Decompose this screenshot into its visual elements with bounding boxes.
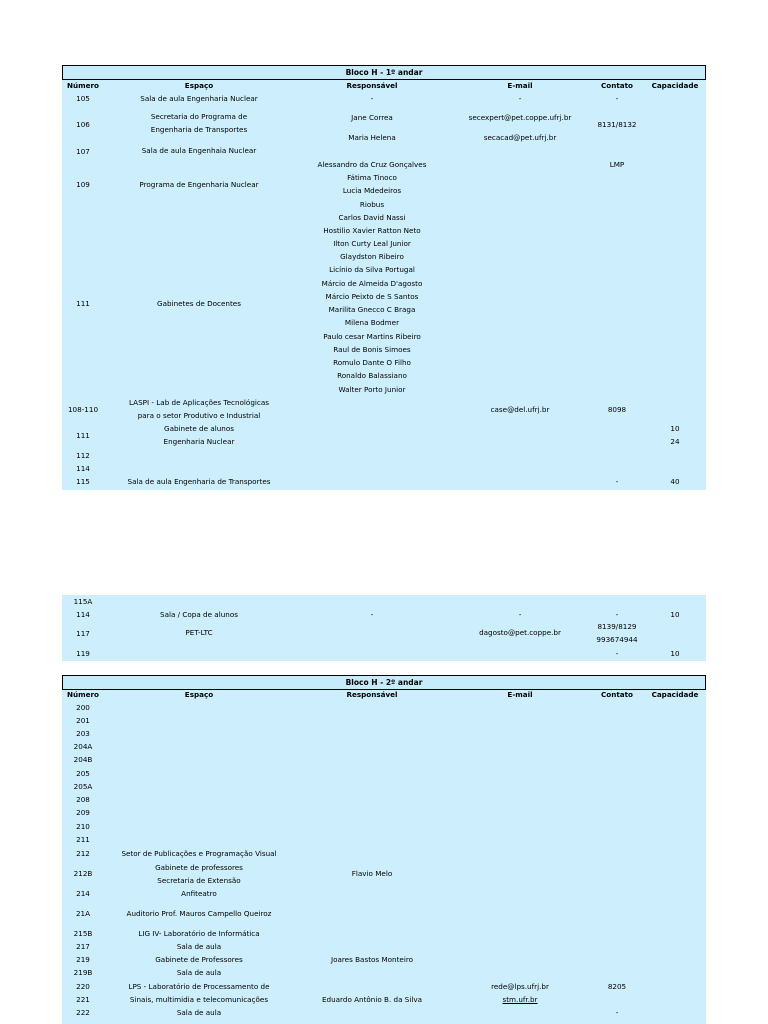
col-header-capacidade: Capacidade bbox=[651, 690, 699, 699]
room-number: 222 bbox=[76, 1008, 90, 1017]
block-1-title: Bloco H - 1º andar bbox=[62, 65, 706, 80]
room-contact: - bbox=[615, 649, 619, 658]
room-contact: LMP bbox=[609, 160, 625, 169]
col-header-capacidade: Capacidade bbox=[651, 81, 699, 90]
room-space: Gabinete de alunos bbox=[164, 424, 234, 433]
room-capacity: 10 bbox=[670, 610, 680, 619]
room-contact: 8098 bbox=[607, 405, 627, 414]
room-number: 203 bbox=[76, 729, 90, 738]
room-space: Sala de aula bbox=[176, 942, 222, 951]
room-email: case@del.ufrj.br bbox=[490, 405, 550, 414]
room-responsible: Paulo cesar Martins Ribeiro bbox=[323, 332, 421, 341]
room-email: secexpert@pet.coppe.ufrj.br bbox=[468, 113, 572, 122]
room-capacity: 24 bbox=[670, 437, 680, 446]
room-responsible: Glaydston Ribeiro bbox=[340, 252, 404, 261]
room-number: 119 bbox=[76, 649, 90, 658]
room-space: Secretaria de Extensão bbox=[157, 876, 241, 885]
room-number: 215B bbox=[73, 929, 93, 938]
block-2-title: Bloco H - 2º andar bbox=[62, 675, 706, 690]
room-responsible: Walter Porto Junior bbox=[338, 385, 406, 394]
room-number: 211 bbox=[76, 835, 90, 844]
col-header-responsavel: Responsável bbox=[346, 81, 398, 90]
room-contact: 8131/8132 bbox=[597, 120, 637, 129]
room-responsible: Márcio de Almeida D'agosto bbox=[321, 279, 423, 288]
room-number: 106 bbox=[76, 120, 90, 129]
room-number: 219B bbox=[73, 968, 93, 977]
table-block-1-continued bbox=[62, 595, 706, 661]
room-number: 112 bbox=[76, 451, 90, 460]
room-responsible: Milena Bodmer bbox=[344, 318, 400, 327]
room-responsible: Jane Correa bbox=[351, 113, 393, 122]
room-contact: - bbox=[615, 477, 619, 486]
room-email: secacad@pet.ufrj.br bbox=[483, 133, 557, 142]
room-space: para o setor Produtivo e Industrial bbox=[137, 411, 261, 420]
room-email: dagosto@pet.coppe.br bbox=[479, 628, 561, 637]
room-space: Sala de aula Engenhaia Nuclear bbox=[141, 146, 257, 155]
room-number: 204B bbox=[73, 755, 93, 764]
table-block-2 bbox=[62, 675, 706, 1024]
room-space: Setor de Publicações e Programação Visual bbox=[121, 849, 277, 858]
room-responsible: - bbox=[370, 94, 374, 103]
room-space: Auditorio Prof. Mauros Campello Queiroz bbox=[126, 909, 272, 918]
room-number: 109 bbox=[76, 180, 90, 189]
room-responsible: Eduardo Antônio B. da Silva bbox=[321, 995, 423, 1004]
room-number: 208 bbox=[76, 795, 90, 804]
room-capacity: 10 bbox=[670, 649, 680, 658]
room-space: LIG IV- Laboratório de Informática bbox=[138, 929, 260, 938]
room-responsible: Raul de Bonis Simoes bbox=[333, 345, 411, 354]
table-block-1 bbox=[62, 65, 706, 490]
room-contact: - bbox=[615, 94, 619, 103]
room-number: 221 bbox=[76, 995, 90, 1004]
room-space: PET-LTC bbox=[185, 628, 213, 637]
room-responsible: Hostilio Xavier Ratton Neto bbox=[323, 226, 421, 235]
room-number: 220 bbox=[76, 982, 90, 991]
room-space: Gabinete de professores bbox=[155, 863, 243, 872]
room-responsible: Joares Bastos Monteiro bbox=[330, 955, 414, 964]
room-space: Secretaria do Programa de bbox=[150, 112, 248, 121]
room-responsible: Ronaldo Balassiano bbox=[337, 371, 407, 380]
room-capacity: 10 bbox=[670, 424, 680, 433]
room-responsible: Maria Helena bbox=[348, 133, 396, 142]
email-link[interactable]: stm.ufr.br bbox=[502, 995, 538, 1004]
room-number: 205 bbox=[76, 769, 90, 778]
room-responsible: Ilton Curty Leal Junior bbox=[333, 239, 411, 248]
room-email: - bbox=[518, 94, 522, 103]
col-header-email: E-mail bbox=[507, 690, 533, 699]
room-number: 204A bbox=[73, 742, 93, 751]
room-responsible: Carlos David Nassi bbox=[338, 213, 406, 222]
room-space: Anfiteatro bbox=[181, 889, 217, 898]
room-responsible: - bbox=[370, 610, 374, 619]
room-number: 107 bbox=[76, 147, 90, 156]
room-contact: 8139/8129 bbox=[597, 622, 637, 631]
col-header-espaco: Espaço bbox=[184, 690, 214, 699]
room-number: 212B bbox=[73, 869, 93, 878]
room-number: 105 bbox=[76, 94, 90, 103]
room-number: 217 bbox=[76, 942, 90, 951]
room-space: LASPI - Lab de Aplicações Tecnológicas bbox=[129, 398, 269, 407]
room-responsible: Flavio Melo bbox=[351, 869, 393, 878]
col-header-responsavel: Responsável bbox=[346, 690, 398, 699]
room-space: Sala de aula bbox=[176, 1008, 222, 1017]
room-space: Gabinete de Professores bbox=[155, 955, 243, 964]
room-number: 111 bbox=[76, 431, 90, 440]
room-email: rede@lps.ufrj.br bbox=[491, 982, 549, 991]
room-space: Sinais, multimidia e telecomunicações bbox=[129, 995, 269, 1004]
room-number: 201 bbox=[76, 716, 90, 725]
col-header-contato: Contato bbox=[601, 690, 633, 699]
room-contact: 8205 bbox=[607, 982, 627, 991]
room-number: 115A bbox=[73, 597, 93, 606]
room-number: 212 bbox=[76, 849, 90, 858]
room-responsible: Lucia Mdedeiros bbox=[342, 186, 402, 195]
col-header-numero: Número bbox=[67, 690, 99, 699]
room-number: 21A bbox=[75, 909, 91, 918]
room-space: Sala de aula bbox=[176, 968, 222, 977]
room-responsible: Marilita Gnecco C Braga bbox=[328, 305, 416, 314]
room-responsible: Romulo Dante O Filho bbox=[333, 358, 411, 367]
room-responsible: Márcio Peixto de S Santos bbox=[325, 292, 419, 301]
room-responsible: Licínio da Silva Portugal bbox=[329, 265, 415, 274]
room-space: Sala de aula Engenharia Nuclear bbox=[140, 94, 258, 103]
room-space: LPS - Laboratório de Processamento de bbox=[128, 982, 270, 991]
room-number: 114 bbox=[76, 464, 90, 473]
col-header-contato: Contato bbox=[601, 81, 633, 90]
room-space: Sala de aula Engenharia de Transportes bbox=[127, 477, 271, 486]
room-number: 115 bbox=[76, 477, 90, 486]
room-contact: - bbox=[615, 1008, 619, 1017]
room-number: 111 bbox=[76, 299, 90, 308]
room-number: 114 bbox=[76, 610, 90, 619]
room-capacity: 40 bbox=[670, 477, 680, 486]
col-header-email: E-mail bbox=[507, 81, 533, 90]
room-email: - bbox=[518, 610, 522, 619]
room-responsible: Alessandro da Cruz Gonçalves bbox=[317, 160, 427, 169]
room-number: 205A bbox=[73, 782, 93, 791]
room-space: Programa de Engenharia Nuclear bbox=[139, 180, 259, 189]
room-number: 210 bbox=[76, 822, 90, 831]
col-header-numero: Número bbox=[67, 81, 99, 90]
room-number: 219 bbox=[76, 955, 90, 964]
room-contact: 993674944 bbox=[596, 635, 638, 644]
room-responsible: Fátima Tinoco bbox=[347, 173, 397, 182]
room-number: 209 bbox=[76, 808, 90, 817]
room-number: 214 bbox=[76, 889, 90, 898]
room-number: 200 bbox=[76, 703, 90, 712]
room-space: Gabinetes de Docentes bbox=[157, 299, 241, 308]
room-space: Sala / Copa de alunos bbox=[160, 610, 238, 619]
room-contact: - bbox=[615, 610, 619, 619]
room-number: 108-110 bbox=[67, 405, 99, 414]
room-responsible: Riobus bbox=[359, 200, 385, 209]
room-space: Engenharia de Transportes bbox=[150, 125, 248, 134]
room-space: Engenharia Nuclear bbox=[163, 437, 235, 446]
col-header-espaco: Espaço bbox=[184, 81, 214, 90]
room-number: 117 bbox=[76, 629, 90, 638]
